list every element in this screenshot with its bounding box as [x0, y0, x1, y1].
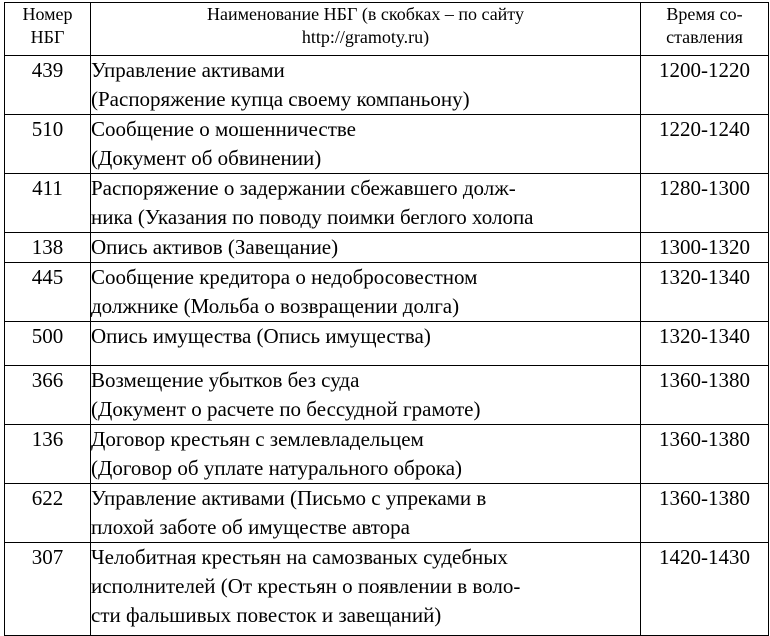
- doc-number-cell: 411: [5, 174, 91, 233]
- doc-name-line: плохой заботе об имуществе автора: [91, 515, 410, 539]
- doc-name-line: (Распоряжение купца своему компаньону): [91, 87, 470, 111]
- doc-time-cell: 1360-1380: [641, 484, 769, 543]
- doc-number-cell: 439: [5, 56, 91, 115]
- doc-time-cell: 1420-1430: [641, 543, 769, 636]
- doc-time-cell: 1220-1240: [641, 115, 769, 174]
- doc-number-cell: 445: [5, 263, 91, 322]
- header-name-line: Наименование НБГ (в скобках – по сайту: [207, 4, 524, 24]
- table-row: [5, 543, 769, 636]
- table-row: [5, 174, 769, 233]
- doc-name-cell: [91, 366, 641, 425]
- doc-time-cell: 1320-1340: [641, 263, 769, 322]
- header-name-line: http://gramoty.ru): [301, 27, 430, 47]
- doc-name-line: исполнителей (От крестьян о появлении в воло-: [91, 574, 521, 598]
- doc-name-line: ника (Указания по поводу поимки беглого холопа: [91, 205, 534, 229]
- doc-name-line: (Договор об уплате натурального оброка): [91, 456, 463, 480]
- doc-name-line: Управление активами (Письмо с упреками в: [91, 486, 487, 510]
- doc-name-line: Управление активами: [91, 58, 285, 82]
- header-time-line: Время со-: [666, 4, 743, 24]
- doc-name-cell: [91, 174, 641, 233]
- doc-name-cell: [91, 322, 641, 366]
- doc-number-cell: 510: [5, 115, 91, 174]
- header-name: [91, 3, 641, 56]
- table-header-row: [5, 3, 769, 56]
- doc-name-cell: [91, 425, 641, 484]
- table-row: [5, 263, 769, 322]
- table-row: [5, 322, 769, 366]
- doc-name-line: (Документ об обвинении): [91, 146, 322, 170]
- table-row: [5, 366, 769, 425]
- table-row: [5, 56, 769, 115]
- table-row: [5, 115, 769, 174]
- doc-name-line: Распоряжение о задержании сбежавшего долж-: [91, 176, 516, 200]
- doc-time-cell: 1320-1340: [641, 322, 769, 366]
- doc-name-line: Возмещение убытков без суда: [91, 368, 360, 392]
- table-row: [5, 484, 769, 543]
- doc-number-cell: 307: [5, 543, 91, 636]
- doc-name-cell: [91, 233, 641, 263]
- doc-name-cell: [91, 484, 641, 543]
- doc-name-line: Опись имущества (Опись имущества): [91, 324, 431, 348]
- table-row: [5, 233, 769, 263]
- doc-name-line: Сообщение кредитора о недобросовестном: [91, 265, 478, 289]
- table-row: [5, 425, 769, 484]
- doc-name-line: Челобитная крестьян на самозваных судебных: [91, 545, 508, 569]
- doc-name-line: Опись активов (Завещание): [91, 235, 339, 259]
- doc-name-cell: [91, 543, 641, 636]
- doc-name-line: сти фальшивых повесток и завещаний): [91, 603, 442, 627]
- doc-time-cell: 1200-1220: [641, 56, 769, 115]
- doc-name-cell: [91, 263, 641, 322]
- doc-number-cell: 136: [5, 425, 91, 484]
- doc-time-cell: 1360-1380: [641, 425, 769, 484]
- doc-number-cell: 622: [5, 484, 91, 543]
- doc-number-cell: 366: [5, 366, 91, 425]
- doc-name-line: Сообщение о мошенничестве: [91, 117, 356, 141]
- doc-time-cell: 1360-1380: [641, 366, 769, 425]
- header-time: [641, 3, 769, 56]
- doc-name-cell: [91, 56, 641, 115]
- table-body: [5, 56, 769, 636]
- header-time-line: ставления: [666, 27, 743, 47]
- header-number-line: НБГ: [30, 27, 65, 47]
- doc-time-cell: 1300-1320: [641, 233, 769, 263]
- doc-number-cell: 500: [5, 322, 91, 366]
- doc-name-line: Договор крестьян с землевладельцем: [91, 427, 424, 451]
- document-table: [4, 2, 769, 636]
- doc-name-cell: [91, 115, 641, 174]
- doc-time-cell: 1280-1300: [641, 174, 769, 233]
- doc-name-line: должнике (Мольба о возвращении долга): [91, 294, 460, 318]
- header-number: [5, 3, 91, 56]
- doc-name-line: (Документ о расчете по бессудной грамоте): [91, 397, 481, 421]
- doc-number-cell: 138: [5, 233, 91, 263]
- header-number-line: Номер: [22, 4, 73, 24]
